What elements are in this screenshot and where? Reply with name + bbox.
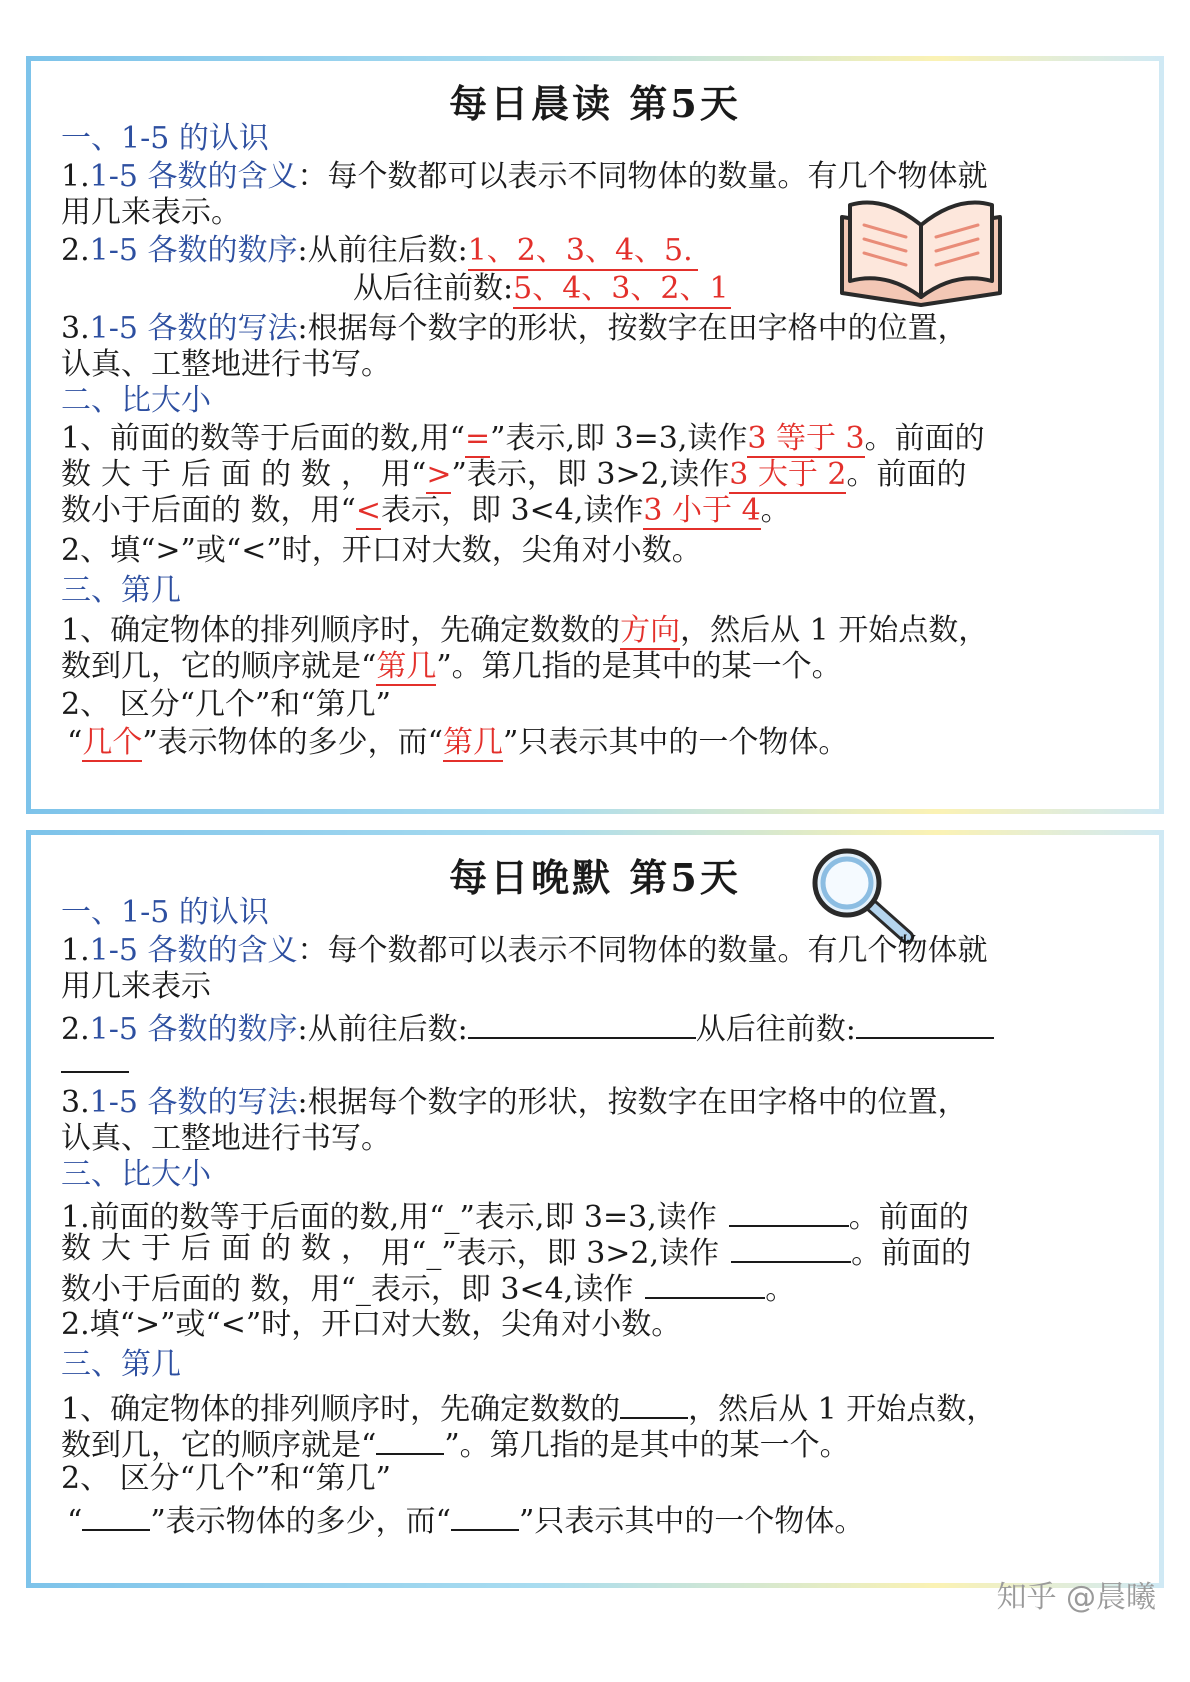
meaning-line	[61, 933, 1135, 969]
compare-less-line	[61, 1267, 1135, 1308]
order-prefix: 2.	[61, 233, 90, 268]
distinguish-text-3: ”只表示其中的一个物体。	[519, 1504, 865, 1539]
equal-symbol-answer: =	[464, 421, 491, 456]
meaning-label: 1-5 各数的含义	[89, 159, 298, 194]
order-forward-text: :从前往后数:	[297, 1012, 468, 1047]
compare-greater-text: 用“_”表示，即 3>2,读作	[381, 1236, 720, 1271]
equal-reading-answer: 3 等于 3	[747, 421, 865, 456]
spaced-char: 的	[261, 457, 291, 492]
writing-continuation: 认真、工整地进行书写。	[61, 347, 391, 382]
order-label: 1-5 各数的数序	[89, 233, 298, 268]
compare-rule-line: 2.填“>”或“<”时，开口对大数，尖角对小数。	[61, 1307, 682, 1342]
compare-less-text-2: 表示，即 3<4,读作	[381, 493, 644, 528]
ordinal-text-2: ，然后从 1 开始点数，	[688, 1392, 997, 1427]
less-symbol-answer: <	[355, 493, 382, 528]
writing-text: :根据每个数字的形状，按数字在田字格中的位置，	[297, 1085, 968, 1120]
distinguish-text: “	[67, 1504, 83, 1539]
compare-equal-text: 1、前面的数等于后面的数,用“	[61, 421, 465, 456]
ordinal-blank[interactable]	[376, 1423, 444, 1455]
ordinal-text-2: ，然后从 1 开始点数，	[680, 613, 989, 648]
writing-prefix: 3.	[61, 1085, 90, 1120]
ordinal-answer: 第几	[376, 649, 437, 684]
compare-equal-text-3: 。前面的	[864, 421, 985, 456]
spaced-char: ，	[341, 1231, 371, 1266]
spaced-word	[61, 1231, 371, 1272]
compare-less-line	[61, 493, 1135, 529]
compare-equal-line	[61, 421, 1135, 457]
evening-title: 每日晚默 第5天	[449, 855, 741, 900]
which-one-answer: 第几	[443, 725, 504, 760]
writing-line	[61, 1085, 1135, 1121]
compare-less-text: 数小于后面的 数，用“_表示，即 3<4,读作	[61, 1272, 634, 1307]
order-backward-text: 从后往前数:	[695, 1012, 856, 1047]
spaced-char: 后	[181, 1231, 211, 1266]
distinguish-text-2: ”表示物体的多少，而“	[150, 1504, 452, 1539]
order-forward-answer: 1、2、3、4、5.	[468, 233, 698, 271]
writing-prefix: 3.	[61, 311, 90, 346]
ordinal-text: 1、确定物体的排列顺序时，先确定数数的	[61, 1392, 621, 1427]
order-backward-text: 从后往前数:	[353, 271, 514, 306]
section-heading-ordinal: 三、第几	[61, 573, 181, 608]
compare-less-text: 数小于后面的 数，用“	[61, 493, 356, 528]
section-heading-recognition: 一、1-5 的认识	[61, 895, 269, 930]
order-backward-answer: 5、4、3、2、1	[513, 271, 731, 309]
spaced-char: 数	[301, 457, 331, 492]
spaced-char: 数	[61, 1231, 91, 1266]
writing-text: :根据每个数字的形状，按数字在田字格中的位置，	[297, 311, 968, 346]
greater-reading-answer: 3 大于 2	[729, 457, 847, 492]
order-forward-text: :从前往后数:	[297, 233, 468, 268]
compare-rule-line: 2、填“>”或“<”时，开口对大数，尖角对小数。	[61, 533, 702, 568]
open-book-icon	[836, 189, 1006, 309]
order-label: 1-5 各数的数序	[89, 1012, 298, 1047]
which-one-blank[interactable]	[451, 1499, 519, 1531]
direction-blank[interactable]	[620, 1387, 688, 1419]
compare-greater-line	[61, 457, 1135, 493]
order-backward-line	[353, 271, 1135, 309]
meaning-text: ：每个数都可以表示不同物体的数量。有几个物体就	[297, 159, 988, 194]
spaced-char: 面	[221, 457, 251, 492]
order-forward-blank[interactable]	[468, 1007, 696, 1039]
spaced-char: ，	[341, 457, 371, 492]
section-heading-ordinal: 三、第几	[61, 1347, 181, 1382]
spaced-char: 面	[221, 1231, 251, 1266]
ordinal-text-3: 数到几，它的顺序就是“	[61, 649, 377, 684]
writing-continuation: 认真、工整地进行书写。	[61, 1121, 391, 1156]
spaced-char: 的	[261, 1231, 291, 1266]
ordinal-text-4: ”。第几指的是其中的某一个。	[444, 1428, 850, 1463]
compare-greater-text-2: ”表示，即 3>2,读作	[451, 457, 730, 492]
compare-greater-text: 用“	[381, 457, 427, 492]
source-watermark: 知乎 @晨曦	[996, 1580, 1156, 1615]
how-many-blank[interactable]	[82, 1499, 150, 1531]
evening-dictation-card	[26, 830, 1164, 1588]
section-heading-compare: 三、比大小	[61, 1157, 211, 1192]
less-reading-blank[interactable]	[645, 1267, 765, 1299]
meaning-prefix: 1.	[61, 933, 90, 968]
how-many-answer: 几个	[82, 725, 143, 760]
ordinal-text: 1、确定物体的排列顺序时，先确定数数的	[61, 613, 621, 648]
less-reading-answer: 3 小于 4	[643, 493, 761, 528]
spaced-char: 大	[101, 457, 131, 492]
meaning-continuation: 用几来表示。	[61, 195, 241, 230]
meaning-continuation: 用几来表示	[61, 969, 211, 1004]
distinguish-text-3: ”只表示其中的一个物体。	[503, 725, 849, 760]
distinguish-text-2: ”表示物体的多少，而“	[142, 725, 444, 760]
compare-greater-line	[61, 1231, 1135, 1272]
order-backward-blank-2[interactable]	[61, 1041, 129, 1073]
compare-less-text-3: 。	[760, 493, 791, 528]
section-heading-recognition: 一、1-5 的认识	[61, 121, 269, 156]
ordinal-line-2	[61, 1423, 1135, 1464]
distinguish-line: 2、 区分“几个”和“第几”	[61, 1461, 391, 1496]
compare-equal-text-2: ”表示,即 3=3,读作	[490, 421, 748, 456]
morning-title: 每日晨读 第5天	[449, 81, 741, 126]
meaning-prefix: 1.	[61, 159, 90, 194]
compare-less-text-2: 。	[765, 1272, 796, 1307]
spaced-char: 后	[181, 457, 211, 492]
spaced-char: 数	[301, 1231, 331, 1266]
writing-label: 1-5 各数的写法	[89, 1085, 298, 1120]
ordinal-text-3: 数到几，它的顺序就是“	[61, 1428, 377, 1463]
distinguish-detail-line	[67, 1499, 1135, 1540]
meaning-text: ：每个数都可以表示不同物体的数量。有几个物体就	[297, 933, 988, 968]
ordinal-line-2	[61, 649, 1135, 685]
ordinal-line-1	[61, 1387, 1135, 1428]
order-prefix: 2.	[61, 1012, 90, 1047]
meaning-label: 1-5 各数的含义	[89, 933, 298, 968]
ordinal-text-4: ”。第几指的是其中的某一个。	[436, 649, 842, 684]
spaced-char: 于	[141, 457, 171, 492]
writing-line	[61, 311, 1135, 347]
order-backward-blank[interactable]	[856, 1007, 994, 1039]
ordinal-line-1	[61, 613, 1135, 649]
section-heading-compare: 二、比大小	[61, 383, 211, 418]
compare-greater-text-2: 。前面的	[851, 1236, 972, 1271]
order-blank-continuation	[61, 1041, 1135, 1082]
writing-label: 1-5 各数的写法	[89, 311, 298, 346]
morning-reading-card	[26, 56, 1164, 814]
spaced-word	[61, 457, 371, 493]
distinguish-text: “	[67, 725, 83, 760]
spaced-char: 于	[141, 1231, 171, 1266]
compare-equal-line	[61, 1195, 1135, 1236]
distinguish-detail-line	[67, 725, 1135, 761]
spaced-char: 大	[101, 1231, 131, 1266]
equal-reading-blank[interactable]	[729, 1195, 849, 1227]
compare-greater-text-3: 。前面的	[846, 457, 967, 492]
greater-symbol-answer: >	[426, 457, 452, 492]
direction-answer: 方向	[620, 613, 681, 648]
distinguish-line: 2、 区分“几个”和“第几”	[61, 687, 391, 722]
greater-reading-blank[interactable]	[731, 1231, 851, 1263]
compare-equal-text: 1.前面的数等于后面的数,用“_”表示,即 3=3,读作	[61, 1200, 717, 1235]
compare-equal-text-2: 。前面的	[848, 1200, 969, 1235]
spaced-char: 数	[61, 457, 91, 492]
